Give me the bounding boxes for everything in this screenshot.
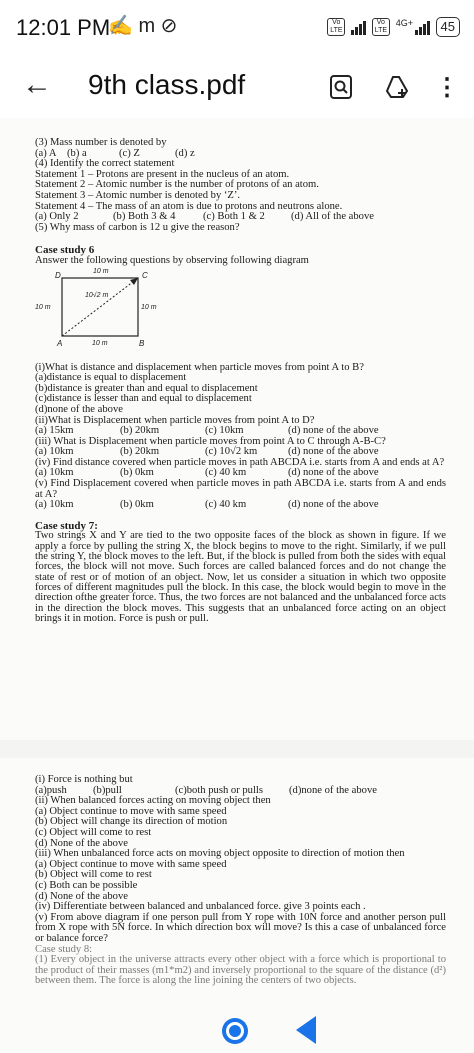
app-bar [0,58,474,118]
option: (d) none of the above [288,425,379,437]
cs6-q4: (iv) Find distance covered when particle moves in path ABCDA i.e. starts from A and ends at A? [35,456,445,468]
case-study-8-text: (1) Every object in the universe attracts every other object with a force which is proportional to the product of their masses (m1*m2) and inversely proportional to the square of the distance (d²) between them. The force is along the line joining the centers of two objects. [35,954,446,987]
statement: Statement 1 – Protons are present in the nucleus of an atom. [35,168,290,180]
option: (c) Z [119,147,140,159]
q4: (4) Identify the correct statement [35,158,175,170]
record-icon[interactable] [222,1018,248,1044]
drive-add-icon[interactable] [380,70,414,104]
label-bottom: 10 m [92,339,108,347]
option: (c)both push or pulls [175,784,263,796]
option: (a) 10km [35,467,74,479]
option: (a) A [35,147,57,159]
option: (a) Object continue to move with same speed [35,858,227,870]
document-title: 9th class.pdf [88,69,246,100]
option: (b) Object will change its direction of motion [35,816,228,828]
statement: Statement 3 – Atomic number is denoted by ‘Z’. [35,189,241,201]
option: (a) 10km [35,446,74,458]
statement: Statement 4 – The mass of an atom is due to protons and neutrons alone. [35,200,343,212]
option: (b) 20km [120,446,160,458]
volte-icon-2: Vo LTE [372,18,390,36]
network-type: 4G+ [395,18,414,28]
cs6-q3: (iii) What is Displacement when particle moves from point A to C through A-B-C? [35,435,386,447]
option: (a) Only 2 [35,211,79,223]
label-b: B [139,338,145,348]
arrow-left-icon[interactable]: ← [22,68,52,101]
label-left: 10 m [35,303,51,311]
option: (a)distance is equal to displacement [35,372,187,384]
label-a: A [57,338,63,348]
cs7-q2: (ii) When balanced forces acting on moving object then [35,795,271,807]
option: (a) 10km [35,499,74,511]
battery-icon: 45 [436,17,460,37]
volte-icon: Vo LTE [327,18,345,36]
option: (d) none of the above [288,467,379,479]
option: (d) None of the above [35,890,128,902]
option: (c)distance is lesser than and equal to displacement [35,393,252,405]
option: (c) 10km [205,425,244,437]
play-back-icon[interactable] [296,1016,316,1044]
option: (d) z [175,147,195,159]
label-c: C [142,270,148,280]
option: (b) Both 3 & 4 [113,211,176,223]
cs6-q5-options [35,500,446,511]
option: (b) 20km [120,425,160,437]
cs6-q5: (v) Find Displacement covered when particle moves in path ABCDA i.e. starts from A and ends at A? [35,478,446,500]
case-study-6-title: Case study 6 [35,244,95,257]
label-right: 10 m [141,303,157,311]
cs6-q2: (ii)What is Displacement when particle moves from point A to D? [35,414,315,426]
label-diagonal: 10√2 m [85,291,109,299]
option: (d) None of the above [35,837,128,849]
option: (b) Object will come to rest [35,869,152,881]
option: (c) 10√2 km [205,446,258,458]
statement: Statement 2 – Atomic number is the number of protons of an atom. [35,179,319,191]
option: (b) a [67,147,87,159]
option: (c) 40 km [205,467,247,479]
option: (b) 0km [120,467,154,479]
status-time: 12:01 PM [16,15,111,40]
option: (b) 0km [120,499,154,511]
option: (c) Both 1 & 2 [203,211,265,223]
option: (a) 15km [35,425,74,437]
page2-content [35,775,446,987]
more-vert-icon[interactable]: ⋮ [435,73,459,101]
search-document-icon[interactable] [324,70,358,104]
option: (d)none of the above [35,403,123,415]
notification-icons: ✍ m ⊘ [108,15,178,37]
option: (d) none of the above [288,446,379,458]
cs7-q4: (iv) Differentiate between balanced and unbalanced force. give 3 points each . [35,901,366,913]
option: (c) Both can be possible [35,879,138,891]
q3: (3) Mass number is denoted by [35,137,167,148]
option: (b)pull [93,784,122,796]
cs7-q3: (iii) When unbalanced force acts on moving object opposite to direction of motion then [35,848,405,860]
option: (a)push [35,784,67,796]
page1-content [35,138,446,624]
option: (c) 40 km [205,499,247,511]
option: (d) All of the above [291,211,374,223]
case-study-6-intro: Answer the following questions by observing following diagram [35,254,309,266]
cs7-q5: (v) From above diagram if one person pull from Y rope with 10N force and another person pull from X rope with 5N force. In which direction box will move? Is this a case of unbalanced force or balance force? [35,911,446,944]
option: (a) Object continue to move with same speed [35,805,227,817]
pdf-viewport[interactable] [0,118,474,1053]
status-right [327,17,460,37]
cs7-q1: (i) Force is nothing but [35,774,133,785]
q5: (5) Why mass of carbon is 12 u give the reason? [35,221,240,233]
label-d: D [55,270,61,280]
label-top: 10 m [93,267,109,275]
cs6-q1: (i)What is distance and displacement when particle moves from point A to B? [35,361,364,373]
square-diagram [35,267,175,349]
case-study-8-title: Case study 8: [35,943,93,955]
option: (c) Object will come to rest [35,826,152,838]
option: (d) none of the above [288,499,379,511]
case-study-7-paragraph: Two strings X and Y are tied to the two opposite faces of the block as shown in figure. If we apply a force by pulling the string X, the block begins to move to the right. Similarly, if we pull the string Y, the block moves to the left. But, if the block is pulled from both the sides with equal forces, the block will not move. Such forces are called balanced forces and do not change the state of rest or of motion of an object. Now, let us consider a situation in which two opposite forces of different magnitudes pull the block. In this case, the block would begin to move in the direction ofthe greater force. Thus, the two forces are not balanced and the unbalanced force acts in the direction the block moves. This suggests that an unbalanced force acting on an object brings it in motion. Force is push or pull. [35,530,446,624]
case-study-7-title: Case study 7: [35,519,98,532]
option: (b)distance is greater than and equal to displacement [35,382,258,394]
status-bar [0,0,474,58]
option: (d)none of the above [289,784,377,796]
signal-icon [351,19,366,35]
signal-icon-2 [415,19,430,35]
